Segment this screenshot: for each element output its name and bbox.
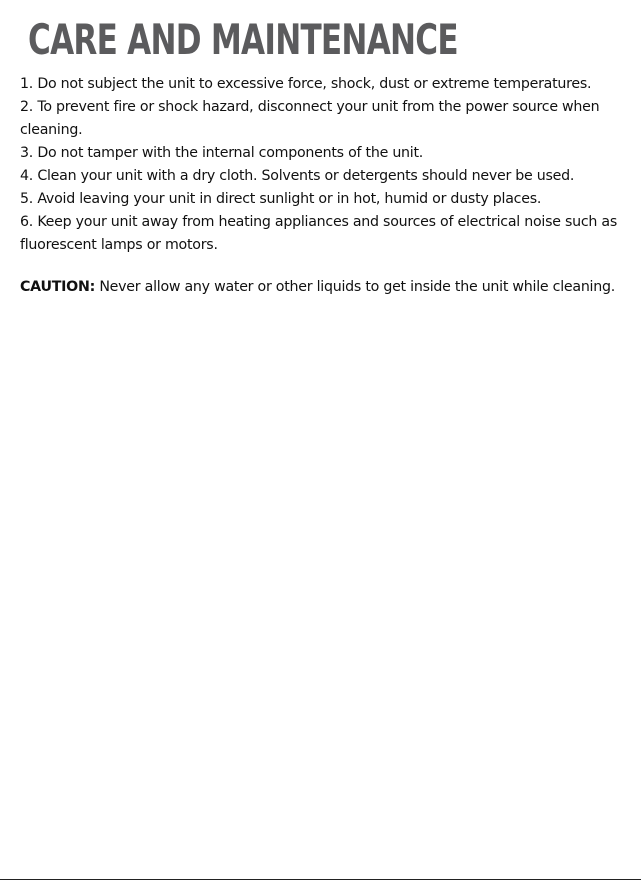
caution-label: CAUTION:	[20, 279, 96, 295]
instruction-text: Clean your unit with a dry cloth. Solvents or detergents should never be used.	[37, 168, 575, 184]
bottom-divider	[0, 879, 641, 880]
instruction-item-6	[20, 211, 625, 257]
instruction-item-2	[20, 96, 625, 142]
instruction-item-3	[20, 142, 625, 165]
instruction-number: 2.	[20, 99, 34, 115]
page-title: CARE AND MAINTENANCE	[28, 15, 458, 64]
instruction-number: 4.	[20, 168, 34, 184]
instruction-item-5	[20, 188, 625, 211]
instruction-text: Avoid leaving your unit in direct sunlight or in hot, humid or dusty places.	[37, 191, 542, 207]
instruction-item-1	[20, 73, 625, 96]
instruction-number: 1.	[20, 76, 34, 92]
instruction-number: 3.	[20, 145, 34, 161]
instruction-number: 5.	[20, 191, 34, 207]
instruction-text: Do not tamper with the internal components of the unit.	[37, 145, 424, 161]
instruction-text: Keep your unit away from heating appliances and sources of electrical noise such as fluorescent lamps or motors.	[20, 214, 617, 253]
instruction-text: To prevent fire or shock hazard, disconnect your unit from the power source when cleaning.	[20, 99, 600, 138]
caution-note	[20, 276, 625, 299]
instruction-text: Do not subject the unit to excessive force, shock, dust or extreme temperatures.	[37, 76, 592, 92]
instruction-item-4	[20, 165, 625, 188]
caution-text: Never allow any water or other liquids to get inside the unit while cleaning.	[99, 279, 616, 295]
instructions-list	[20, 73, 625, 299]
instruction-number: 6.	[20, 214, 34, 230]
